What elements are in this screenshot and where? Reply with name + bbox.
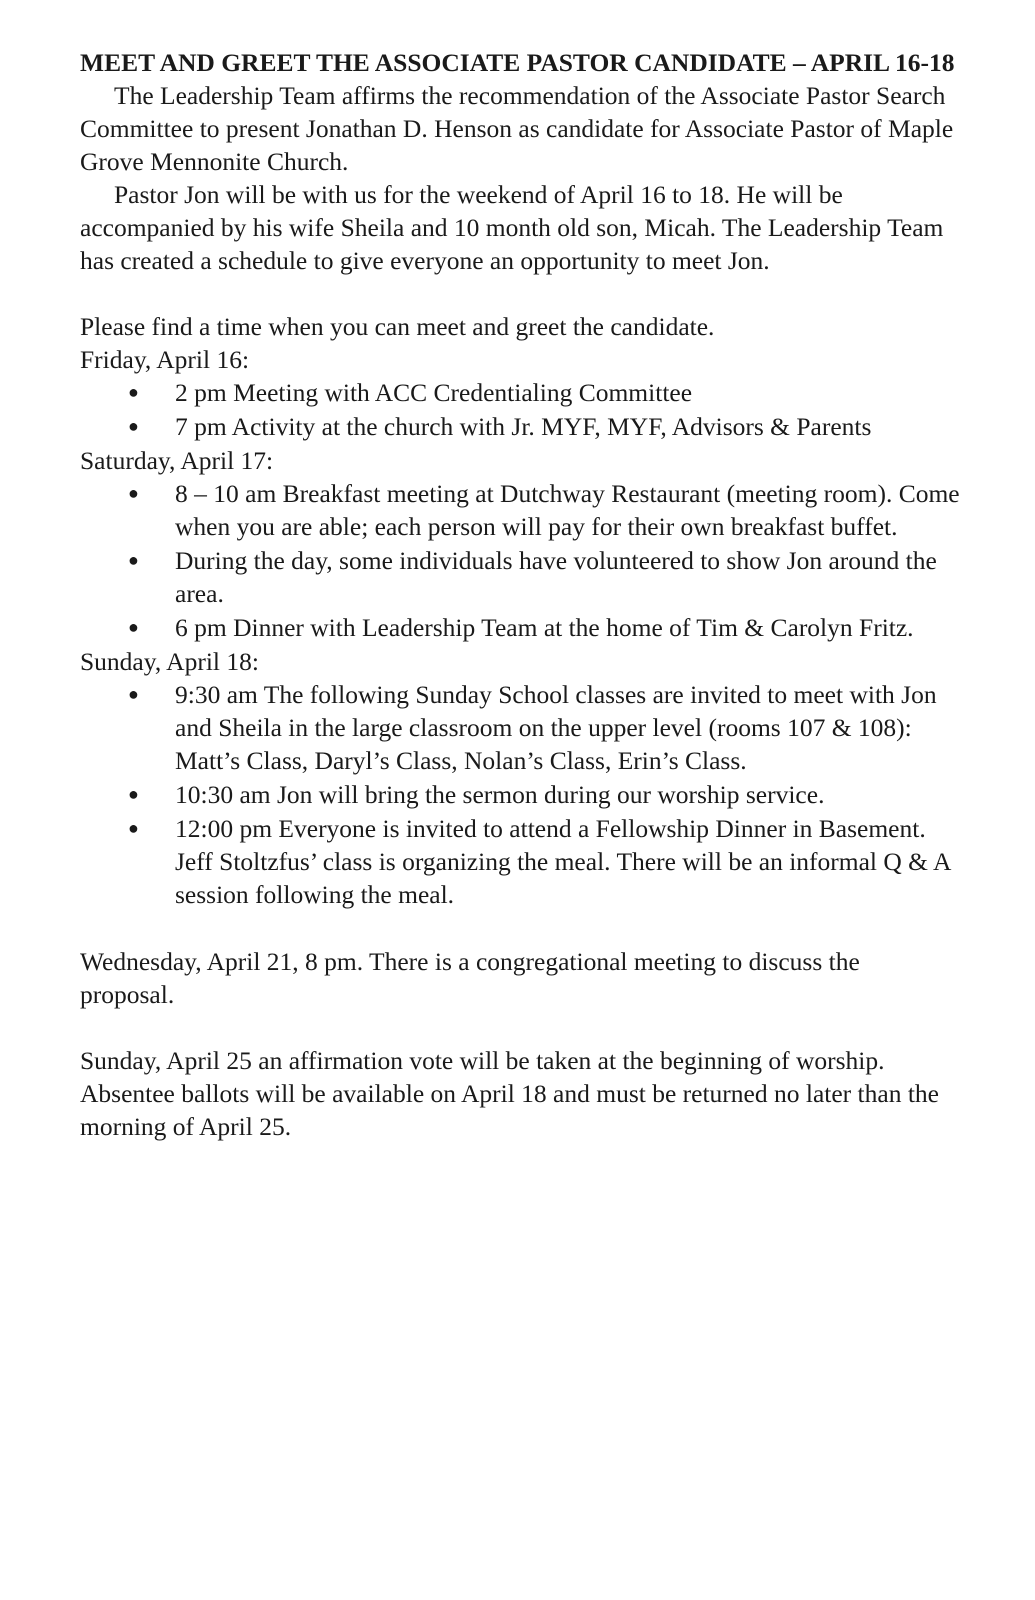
- bullet-icon: ●: [128, 416, 139, 436]
- spacer: [80, 1011, 960, 1044]
- spacer: [80, 912, 960, 945]
- list-item-text: During the day, some individuals have volunteered to show Jon around the area.: [175, 546, 937, 608]
- list-item: [80, 544, 960, 610]
- bullet-icon: ●: [128, 550, 139, 570]
- day-label-saturday: Saturday, April 17:: [80, 446, 274, 475]
- page-title: MEET AND GREET THE ASSOCIATE PASTOR CANDIDATE – APRIL 16-18: [80, 48, 955, 77]
- list-item-text: 12:00 pm Everyone is invited to attend a Fellowship Dinner in Basement. Jeff Stoltzfus’ class is organizing the meal. There will be an informal Q & A session following the meal.: [175, 814, 950, 909]
- bullet-icon: ●: [128, 784, 139, 804]
- list-item: [80, 611, 960, 644]
- meeting-note: Wednesday, April 21, 8 pm. There is a congregational meeting to discuss the proposal.: [80, 947, 860, 1009]
- bullet-icon: ●: [128, 818, 139, 838]
- list-item-text: 6 pm Dinner with Leadership Team at the home of Tim & Carolyn Fritz.: [175, 613, 914, 642]
- friday-list: [80, 376, 960, 443]
- bullet-icon: ●: [128, 382, 139, 402]
- list-item: [80, 678, 960, 777]
- saturday-list: [80, 477, 960, 644]
- list-item: [80, 410, 960, 443]
- spacer: [80, 277, 960, 310]
- list-item: [80, 778, 960, 811]
- intro-paragraph-1: The Leadership Team affirms the recommendation of the Associate Pastor Search Committee to present Jonathan D. Henson as candidate for Associate Pastor of Maple Grove Mennonite Church.: [80, 81, 954, 176]
- day-label-friday: Friday, April 16:: [80, 345, 250, 374]
- bullet-icon: ●: [128, 617, 139, 637]
- list-item: [80, 477, 960, 543]
- list-item-text: 10:30 am Jon will bring the sermon during our worship service.: [175, 780, 825, 809]
- list-item-text: 9:30 am The following Sunday School classes are invited to meet with Jon and Sheila in the large classroom on the upper level (rooms 107 & 108): Matt’s Class, Daryl’s Class, Nolan’s Class, Erin’s Class.: [175, 680, 937, 775]
- bullet-icon: ●: [128, 483, 139, 503]
- bullet-icon: ●: [128, 684, 139, 704]
- vote-note: Sunday, April 25 an affirmation vote will be taken at the beginning of worship. Absentee ballots will be available on April 18 and must be returned no later than the morning of April 25.: [80, 1046, 939, 1141]
- list-item: [80, 812, 960, 911]
- list-item: [80, 376, 960, 409]
- day-label-sunday: Sunday, April 18:: [80, 647, 259, 676]
- sunday-list: [80, 678, 960, 911]
- schedule-intro: Please find a time when you can meet and greet the candidate.: [80, 312, 715, 341]
- list-item-text: 8 – 10 am Breakfast meeting at Dutchway Restaurant (meeting room). Come when you are able; each person will pay for their own breakfast buffet.: [175, 479, 960, 541]
- intro-paragraph-2: Pastor Jon will be with us for the weekend of April 16 to 18. He will be accompanied by his wife Sheila and 10 month old son, Micah. The Leadership Team has created a schedule to give everyone an opportunity to meet Jon.: [80, 180, 944, 275]
- list-item-text: 2 pm Meeting with ACC Credentialing Committee: [175, 378, 693, 407]
- list-item-text: 7 pm Activity at the church with Jr. MYF, MYF, Advisors & Parents: [175, 412, 872, 441]
- document-page: [80, 46, 960, 1143]
